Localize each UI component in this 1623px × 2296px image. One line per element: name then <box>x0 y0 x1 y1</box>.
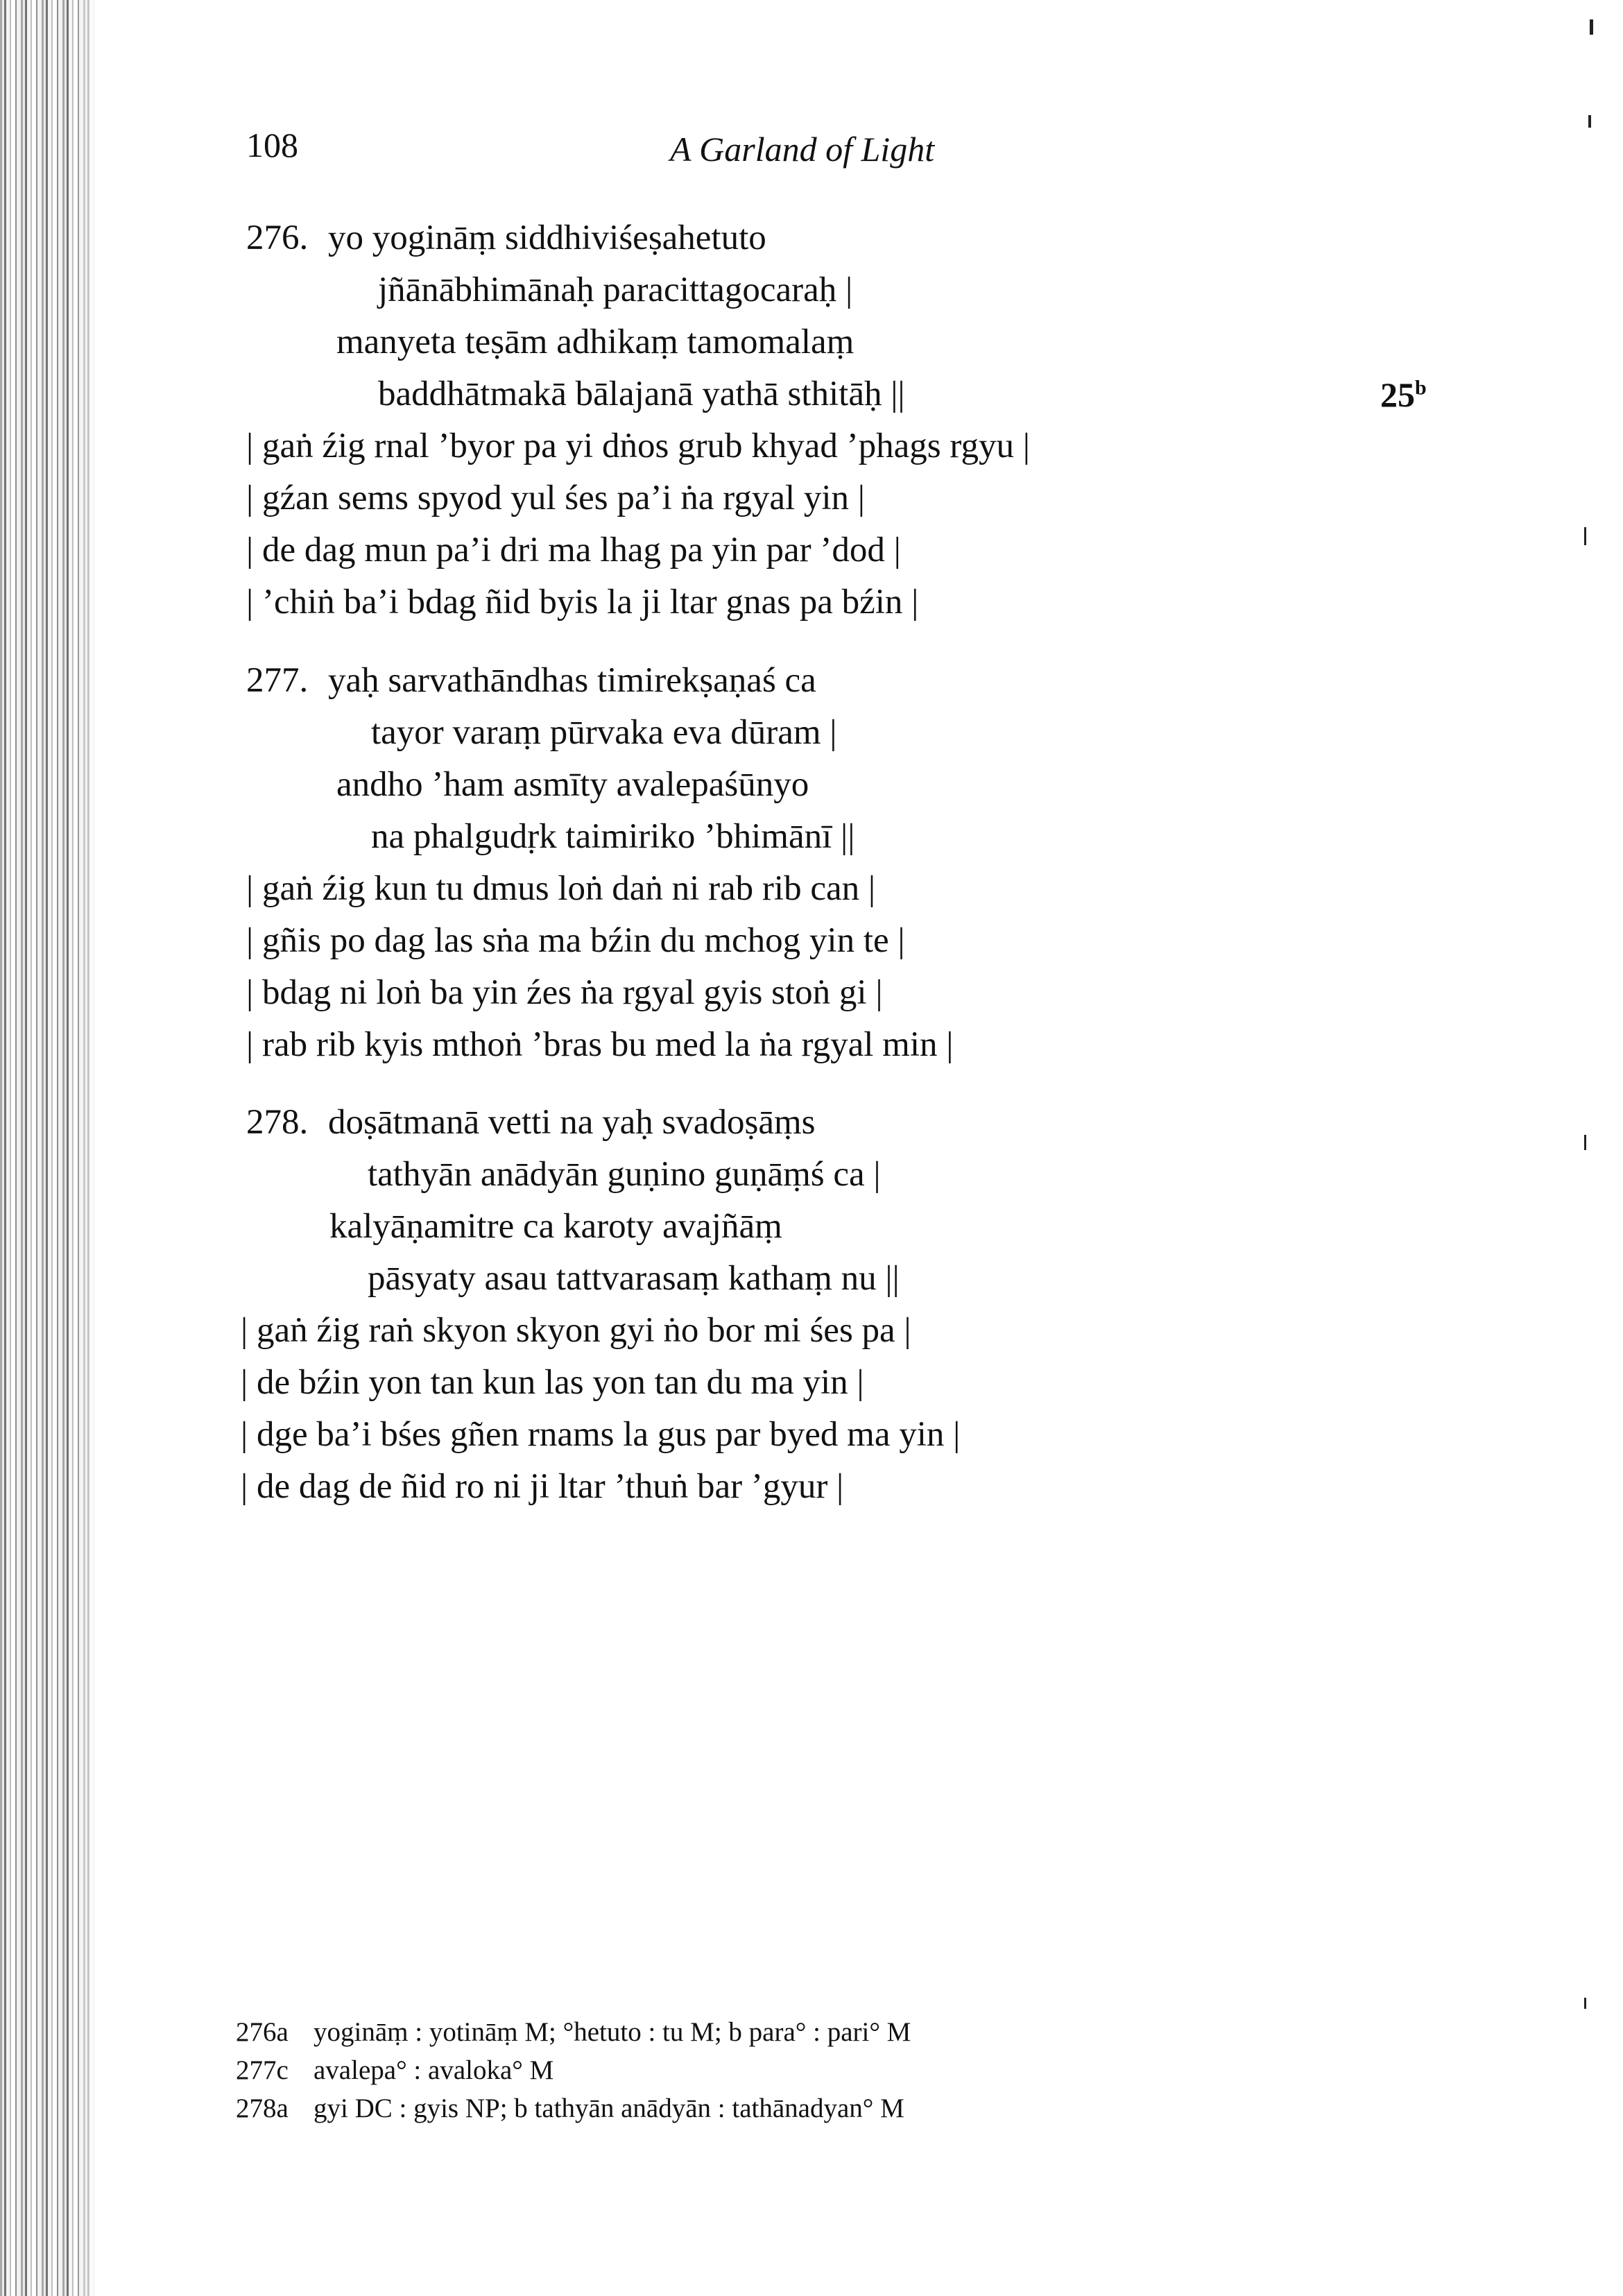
footnote <box>236 2015 911 2050</box>
sanskrit-line: 278. doṣātmanā vetti na yaḥ svadoṣāṃs <box>246 1103 816 1142</box>
tibetan-line: | gaṅ źig rnal ’byor pa yi dṅos grub khyad ’phags rgyu | <box>246 427 1030 465</box>
footnote-text: yogināṃ : yotināṃ M; °hetuto : tu M; b para° : pari° M <box>314 2017 911 2047</box>
tibetan-line: | de dag mun pa’i dri ma lhag pa yin par ’dod | <box>246 531 901 569</box>
scan-speck <box>1584 527 1586 545</box>
footnote-text: avalepa° : avaloka° M <box>314 2055 554 2085</box>
footnote <box>236 2053 553 2088</box>
verse-number: 277. <box>246 661 309 700</box>
footnote-ref: 276a <box>236 2017 289 2047</box>
sanskrit-line: tathyān anādyān guṇino guṇāṃś ca | <box>368 1155 881 1194</box>
page-number: 108 <box>246 126 298 164</box>
tibetan-line: | dge ba’i bśes gñen rnams la gus par byed ma yin | <box>241 1415 961 1454</box>
scan-speck <box>1590 19 1593 35</box>
running-title: A Garland of Light <box>670 130 935 169</box>
sanskrit-line: na phalgudṛk taimiriko ’bhimānī || <box>371 817 855 856</box>
marginal-folio-ref: 25$^b$ <box>1380 375 1427 414</box>
sanskrit-line: kalyāṇamitre ca karoty avajñāṃ <box>329 1207 782 1246</box>
tibetan-line: | gñis po dag las sṅa ma bźin du mchog yin te | <box>246 921 905 960</box>
tibetan-line: | gźan sems spyod yul śes pa’i ṅa rgyal yin | <box>246 479 866 517</box>
sanskrit-line: pāsyaty asau tattvarasaṃ kathaṃ nu || <box>368 1259 900 1298</box>
sanskrit-line: tayor varaṃ pūrvaka eva dūram | <box>371 713 837 752</box>
scan-speck <box>1584 1998 1586 2009</box>
footnote-ref: 277c <box>236 2055 289 2085</box>
sanskrit-line: jñānābhimānaḥ paracittagocaraḥ | <box>378 271 853 309</box>
sanskrit-line: baddhātmakā bālajanā yathā sthitāḥ || <box>378 375 905 413</box>
tibetan-line: | rab rib kyis mthoṅ ’bras bu med la ṅa rgyal min | <box>246 1025 954 1064</box>
footnote-text: gyi DC : gyis NP; b tathyān anādyān : tathānadyan° M <box>314 2093 904 2123</box>
verse-number: 276. <box>246 219 309 257</box>
tibetan-line: | de dag de ñid ro ni ji ltar ’thuṅ bar ’gyur | <box>241 1467 844 1506</box>
scan-speck <box>1584 1135 1586 1150</box>
page-header <box>0 125 1623 180</box>
sanskrit-line: andho ’ham asmīty avalepaśūnyo <box>336 765 809 804</box>
footnote-ref: 278a <box>236 2093 289 2123</box>
tibetan-line: | de bźin yon tan kun las yon tan du ma yin | <box>241 1363 864 1402</box>
tibetan-line: | ’chiṅ ba’i bdag ñid byis la ji ltar gnas pa bźin | <box>246 583 919 622</box>
scan-gutter <box>0 0 97 2296</box>
tibetan-line: | bdag ni loṅ ba yin źes ṅa rgyal gyis stoṅ gi | <box>246 973 883 1012</box>
sanskrit-line: 276. yo yogināṃ siddhiviśeṣahetuto <box>246 219 766 257</box>
verse-number: 278. <box>246 1103 309 1142</box>
sanskrit-line: manyeta teṣām adhikaṃ tamomalaṃ <box>336 323 855 361</box>
tibetan-line: | gaṅ źig kun tu dmus loṅ daṅ ni rab rib can | <box>246 869 876 908</box>
sanskrit-line: 277. yaḥ sarvathāndhas timirekṣaṇaś ca <box>246 661 816 700</box>
tibetan-line: | gaṅ źig raṅ skyon skyon gyi ṅo bor mi śes pa | <box>241 1311 911 1350</box>
footnote <box>236 2091 904 2126</box>
